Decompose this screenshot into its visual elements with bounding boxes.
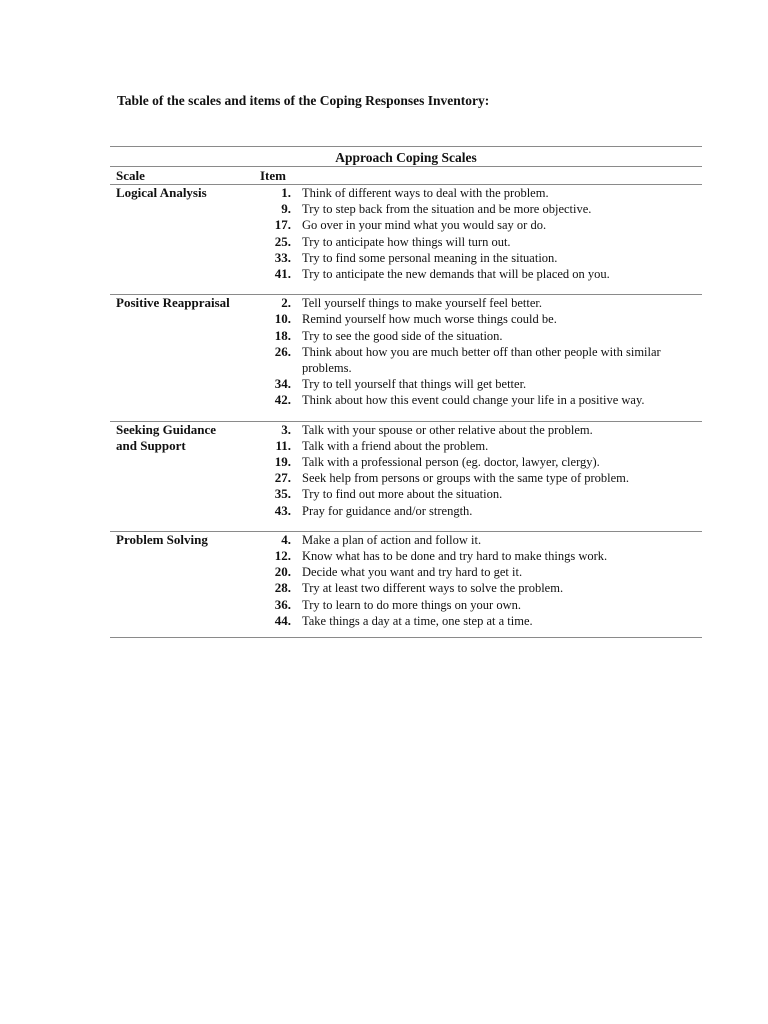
item-row <box>256 564 702 580</box>
section-gap <box>110 282 702 294</box>
item-row <box>256 532 702 548</box>
item-text: Try to tell yourself that things will get better. <box>302 377 527 392</box>
section-gap <box>110 409 702 421</box>
scale-name: Problem Solving <box>116 531 208 547</box>
scale-section <box>110 294 702 408</box>
item-text: Think of different ways to deal with the problem. <box>302 186 549 200</box>
item-text: Try to learn to do more things on your own. <box>302 597 521 612</box>
item-row <box>256 201 702 217</box>
item-number: 4. <box>281 531 291 547</box>
item-text: Try to anticipate how things will turn out. <box>302 234 511 249</box>
item-number: 36. <box>274 596 291 612</box>
item-text: Remind yourself how much worse things could be. <box>302 312 557 327</box>
item-text: Try to find out more about the situation. <box>302 487 503 502</box>
item-number: 27. <box>274 470 291 486</box>
item-text: Seek help from persons or groups with the same type of problem. <box>302 471 630 486</box>
scale-items <box>256 532 702 629</box>
item-number: 33. <box>274 249 291 265</box>
item-number: 12. <box>274 548 291 564</box>
item-row <box>256 438 702 454</box>
item-number: 28. <box>274 580 291 596</box>
scale-name: Logical Analysis <box>116 185 207 200</box>
table-caption: Approach Coping Scales <box>335 150 477 165</box>
item-number: 26. <box>274 343 291 359</box>
item-row <box>256 613 702 629</box>
item-row <box>256 311 702 327</box>
item-row <box>256 470 702 486</box>
item-row <box>256 597 702 613</box>
item-row <box>256 266 702 282</box>
scale-items <box>256 185 702 282</box>
item-row <box>256 503 702 519</box>
document-title: Table of the scales and items of the Coping Responses Inventory: <box>117 93 490 108</box>
item-number: 35. <box>274 486 291 502</box>
item-number: 44. <box>274 612 291 628</box>
table-bottom-rule <box>110 637 702 638</box>
item-number: 19. <box>274 454 291 470</box>
item-number: 11. <box>275 437 291 453</box>
item-text: Decide what you want and try hard to get it. <box>302 565 523 580</box>
item-text: Talk with a friend about the problem. <box>302 438 489 453</box>
item-number: 1. <box>281 185 291 200</box>
scale-section <box>110 531 702 629</box>
header-item: Item <box>260 168 286 183</box>
item-text: Try at least two different ways to solve the problem. <box>302 581 564 596</box>
scale-name: Positive Reappraisal <box>116 295 230 311</box>
item-row <box>256 548 702 564</box>
item-number: 20. <box>274 564 291 580</box>
item-text: Try to anticipate the new demands that will be placed on you. <box>302 267 610 282</box>
item-number: 43. <box>274 502 291 518</box>
item-text: Pray for guidance and/or strength. <box>302 503 473 518</box>
section-gap <box>110 519 702 531</box>
item-row <box>256 392 702 408</box>
item-number: 17. <box>274 217 291 233</box>
item-text: Talk with a professional person (eg. doctor, lawyer, clergy). <box>302 455 600 470</box>
item-row <box>256 486 702 502</box>
item-row <box>256 250 702 266</box>
item-row <box>256 454 702 470</box>
item-number: 2. <box>281 295 291 311</box>
scale-items <box>256 295 702 408</box>
item-text: Know what has to be done and try hard to make things work. <box>302 549 608 564</box>
scale-section <box>110 184 702 282</box>
scale-name: Seeking Guidance and Support <box>116 421 217 453</box>
item-row <box>256 328 702 344</box>
header-scale: Scale <box>116 168 145 183</box>
item-text: Try to step back from the situation and be more objective. <box>302 202 592 217</box>
item-text: Talk with your spouse or other relative about the problem. <box>302 422 593 437</box>
item-row <box>256 422 702 438</box>
item-number: 41. <box>274 266 291 282</box>
item-number: 18. <box>274 327 291 343</box>
coping-scales-table <box>110 146 702 638</box>
item-text: Make a plan of action and follow it. <box>302 532 482 547</box>
item-text: Try to see the good side of the situation. <box>302 328 503 343</box>
item-row <box>256 376 702 392</box>
table-body <box>110 184 702 629</box>
item-text: Go over in your mind what you would say or do. <box>302 218 547 233</box>
table-header-row <box>110 166 702 184</box>
item-number: 25. <box>274 233 291 249</box>
item-row <box>256 185 702 201</box>
item-row <box>256 580 702 596</box>
item-text: Try to find some personal meaning in the situation. <box>302 250 558 265</box>
item-text: Take things a day at a time, one step at a time. <box>302 613 533 628</box>
item-number: 3. <box>281 421 291 437</box>
item-text: Think about how you are much better off than other people with similar problems. <box>302 344 661 376</box>
item-row <box>256 344 702 376</box>
item-number: 42. <box>274 392 291 408</box>
item-text: Think about how this event could change your life in a positive way. <box>302 393 645 408</box>
item-number: 10. <box>274 311 291 327</box>
scale-section <box>110 421 702 519</box>
scale-items <box>256 422 702 519</box>
item-number: 34. <box>274 376 291 392</box>
item-row <box>256 234 702 250</box>
item-row <box>256 217 702 233</box>
item-row <box>256 295 702 311</box>
item-number: 9. <box>281 201 291 217</box>
item-text: Tell yourself things to make yourself feel better. <box>302 296 543 311</box>
